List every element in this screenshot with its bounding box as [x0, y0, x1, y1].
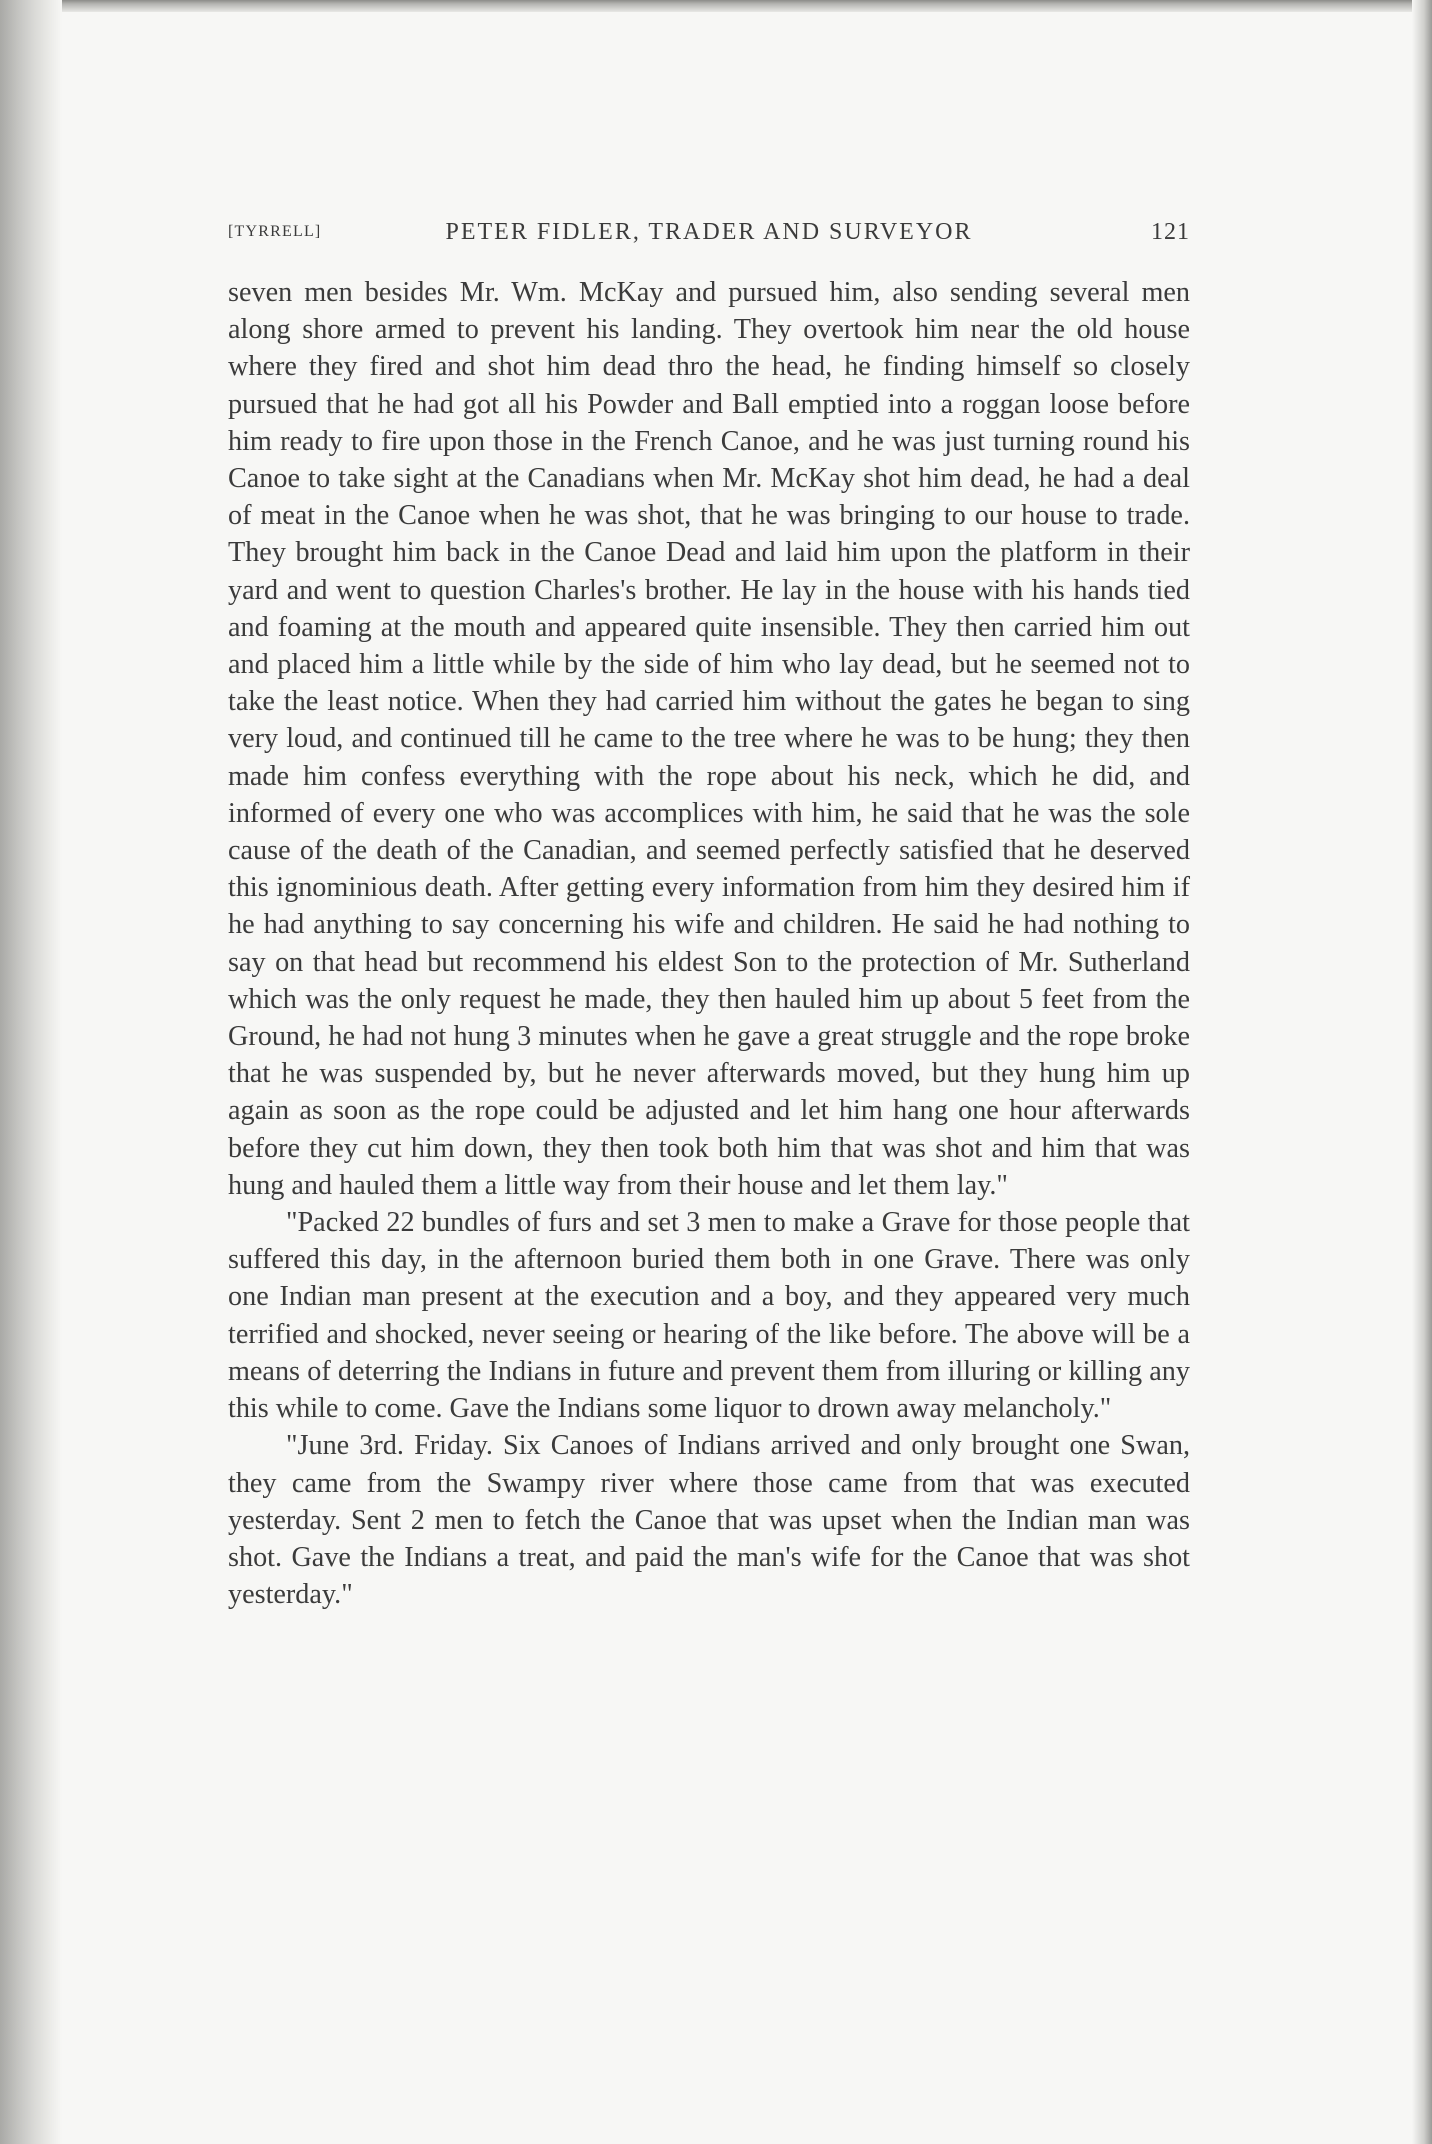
- paragraph-3: "June 3rd. Friday. Six Canoes of Indians arrived and only brought one Swan, they came from the Swampy river where those came from that was executed yesterday. Sent 2 men to fetch the Canoe that was upset when the Indian man was shot. Gave the Indians a treat, and paid the man's wife for the Canoe that was shot yesterday.": [228, 1430, 1190, 1611]
- scan-top-edge: [0, 0, 1432, 12]
- paragraph-2: "Packed 22 bundles of furs and set 3 men to make a Grave for those people that suffered this day, in the afternoon buried them both in one Grave. There was only one Indian man present at the execution and a boy, and they appeared very much terrified and shocked, never seeing or hearing of the like before. The above will be a means of deterring the Indians in future and prevent them from illuring or killing any this while to come. Gave the Indians some liquor to drown away melancholy.": [228, 1207, 1190, 1425]
- running-head: [228, 210, 1190, 254]
- running-head-title: PETER FIDLER, TRADER AND SURVEYOR: [445, 219, 973, 245]
- paragraph-1: seven men besides Mr. Wm. McKay and pursued him, also sending several men along shore armed to prevent his landing. They overtook him near the old house where they fired and shot him dead thro the head, he finding himself so closely pursued that he had got all his Powder and Ball emptied into a roggan loose before him ready to fire upon those in the French Canoe, and he was just turning round his Canoe to take sight at the Canadians when Mr. McKay shot him dead, he had a deal of meat in the Canoe when he was shot, that he was bringing to our house to trade. They brought him back in the Canoe Dead and laid him upon the platform in their yard and went to question Charles's brother. He lay in the house with his hands tied and foaming at the mouth and appeared quite insensible. They then carried him out and placed him a little while by the side of him who lay dead, but he seemed not to take the least notice. When they had carried him without the gates he began to sing very loud, and continued till he came to the tree where he was to be hung; they then made him confess everything with the rope about his neck, which he did, and informed of every one who was accomplices with him, he said that he was the sole cause of the death of the Canadian, and seemed perfectly satisfied that he deserved this ignominious death. After getting every information from him they desired him if he had anything to say concerning his wife and children. He said he had nothing to say on that head but recommend his eldest Son to the protection of Mr. Sutherland which was the only request he made, they then hauled him up about 5 feet from the Ground, he had not hung 3 minutes when he gave a great struggle and the rope broke that he was suspended by, but he never afterwards moved, but they hung him up again as soon as the rope could be adjusted and let him hang one hour afterwards before they cut him down, they then took both him that was shot and him that was hung and hauled them a little way from their house and let them lay.": [228, 277, 1190, 1201]
- page-content: [228, 210, 1190, 1970]
- book-gutter-shadow: [0, 0, 62, 2144]
- running-head-author: [TYRRELL]: [228, 223, 322, 240]
- body-text: [228, 274, 1190, 1613]
- scan-right-edge: [1412, 0, 1432, 2144]
- page-number: 121: [1151, 219, 1190, 245]
